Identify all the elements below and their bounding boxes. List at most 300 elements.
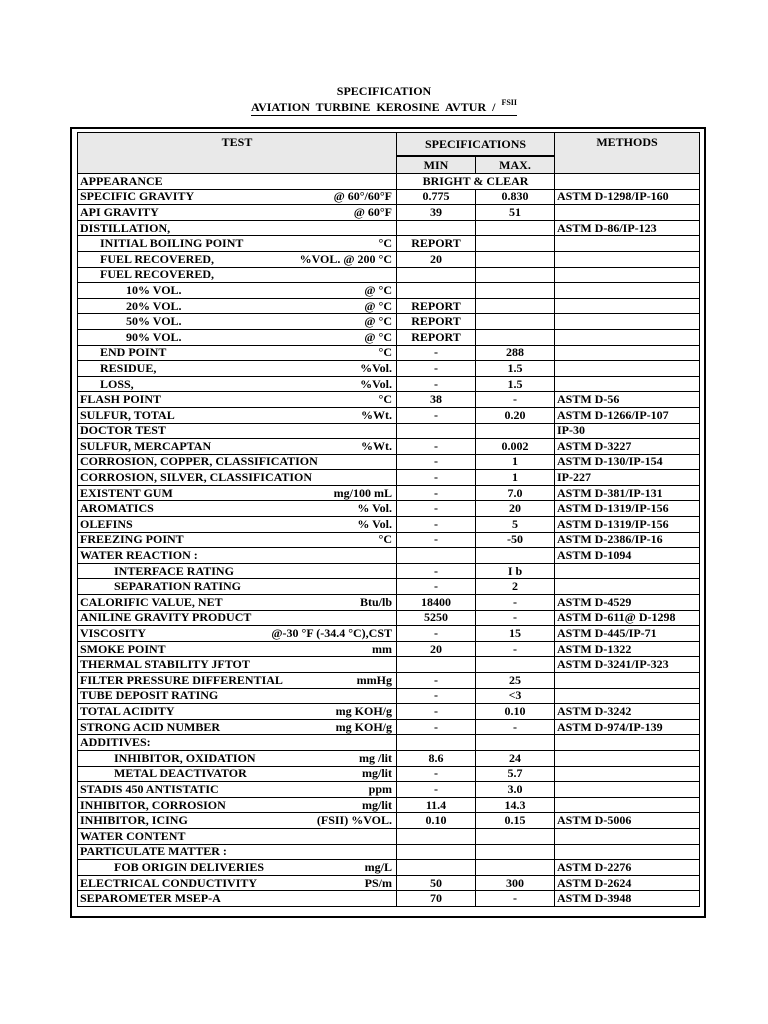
test-name: OLEFINS <box>80 516 133 531</box>
test-name: VISCOSITY <box>80 626 147 641</box>
table-row <box>78 439 700 455</box>
method-cell: ASTM D-5006 <box>555 813 700 829</box>
test-name: CALORIFIC VALUE, NET <box>80 594 223 609</box>
table-row <box>78 719 700 735</box>
table-row <box>78 688 700 704</box>
test-unit: % Vol. <box>357 501 392 516</box>
test-cell <box>78 236 397 252</box>
method-cell <box>555 174 700 190</box>
table-row <box>78 548 700 564</box>
test-name: SULFUR, MERCAPTAN <box>80 438 212 453</box>
test-name: SEPAROMETER MSEP-A <box>80 891 221 906</box>
test-unit <box>392 689 394 702</box>
test-name: WATER REACTION : <box>80 548 198 563</box>
max-cell: - <box>476 891 555 907</box>
table-row <box>78 641 700 657</box>
test-name: SULFUR, TOTAL <box>80 407 175 422</box>
table-row <box>78 875 700 891</box>
max-cell: - <box>476 610 555 626</box>
test-unit: mg KOH/g <box>335 719 392 734</box>
table-row <box>78 298 700 314</box>
test-name: FILTER PRESSURE DIFFERENTIAL <box>80 672 283 687</box>
test-unit: @ °C <box>364 329 392 344</box>
test-cell <box>78 750 397 766</box>
test-name: CORROSION, SILVER, CLASSIFICATION <box>80 470 313 485</box>
test-cell <box>78 891 397 907</box>
method-cell <box>555 844 700 860</box>
test-unit <box>392 658 394 671</box>
table-row <box>78 314 700 330</box>
table-row <box>78 220 700 236</box>
min-cell: - <box>397 673 476 689</box>
max-cell: 0.830 <box>476 189 555 205</box>
test-unit: % Vol. <box>357 516 392 531</box>
max-cell: 0.002 <box>476 439 555 455</box>
test-name: INTERFACE RATING <box>114 563 234 578</box>
test-name: 20% VOL. <box>126 298 182 313</box>
min-cell <box>397 844 476 860</box>
test-name: 10% VOL. <box>126 282 182 297</box>
table-row <box>78 361 700 377</box>
table-row <box>78 251 700 267</box>
min-cell: 18400 <box>397 595 476 611</box>
method-cell <box>555 766 700 782</box>
table-row <box>78 345 700 361</box>
test-name: INHIBITOR, OXIDATION <box>114 750 256 765</box>
table-row <box>78 750 700 766</box>
test-unit: @ 60°/60°F <box>333 189 392 204</box>
table-row <box>78 517 700 533</box>
table-row <box>78 236 700 252</box>
min-cell: - <box>397 532 476 548</box>
table-row <box>78 189 700 205</box>
min-cell <box>397 548 476 564</box>
max-cell: - <box>476 641 555 657</box>
test-unit <box>392 565 394 578</box>
test-unit <box>392 845 394 858</box>
test-unit: %Vol. <box>360 360 392 375</box>
document-subtitle: AVIATION TURBINE KEROSINE AVTUR / $^{FSII}$ <box>250 98 518 114</box>
test-cell <box>78 782 397 798</box>
table-row <box>78 595 700 611</box>
max-cell: - <box>476 719 555 735</box>
table-row <box>78 673 700 689</box>
test-cell <box>78 283 397 299</box>
test-unit: @ °C <box>364 282 392 297</box>
min-cell: - <box>397 782 476 798</box>
min-cell: 50 <box>397 875 476 891</box>
max-cell: -50 <box>476 532 555 548</box>
min-cell <box>397 267 476 283</box>
test-name: STADIS 450 ANTISTATIC <box>80 781 219 796</box>
min-cell <box>397 860 476 876</box>
test-name: AROMATICS <box>80 501 154 516</box>
test-cell <box>78 626 397 642</box>
min-cell <box>397 657 476 673</box>
test-name: RESIDUE, <box>100 360 157 375</box>
table-row <box>78 407 700 423</box>
test-unit: mmHg <box>356 672 392 687</box>
table-row <box>78 563 700 579</box>
max-cell: 20 <box>476 501 555 517</box>
table-body <box>78 174 700 907</box>
max-cell <box>476 236 555 252</box>
test-cell <box>78 875 397 891</box>
test-name: SEPARATION RATING <box>114 579 242 594</box>
max-cell <box>476 220 555 236</box>
test-cell <box>78 423 397 439</box>
min-cell: 0.775 <box>397 189 476 205</box>
test-name: 90% VOL. <box>126 329 182 344</box>
min-cell: - <box>397 766 476 782</box>
test-cell <box>78 704 397 720</box>
min-cell: - <box>397 719 476 735</box>
test-unit: mg/L <box>364 859 392 874</box>
max-cell: 5.7 <box>476 766 555 782</box>
max-cell: - <box>476 595 555 611</box>
test-unit: %Wt. <box>361 407 392 422</box>
test-cell <box>78 610 397 626</box>
max-cell: 24 <box>476 750 555 766</box>
test-cell <box>78 688 397 704</box>
min-cell: 20 <box>397 641 476 657</box>
max-cell: 0.15 <box>476 813 555 829</box>
method-cell: ASTM D-2276 <box>555 860 700 876</box>
fsii-superscript: FSII <box>501 98 518 107</box>
max-cell <box>476 844 555 860</box>
test-unit <box>392 830 394 843</box>
test-cell <box>78 454 397 470</box>
table-row <box>78 267 700 283</box>
method-cell: IP-227 <box>555 470 700 486</box>
max-cell <box>476 828 555 844</box>
method-cell <box>555 376 700 392</box>
table-row <box>78 283 700 299</box>
test-name: INITIAL BOILING POINT <box>100 236 244 251</box>
min-cell: 39 <box>397 205 476 221</box>
max-cell: - <box>476 392 555 408</box>
test-cell <box>78 407 397 423</box>
min-cell: 0.10 <box>397 813 476 829</box>
test-cell <box>78 797 397 813</box>
test-cell <box>78 205 397 221</box>
method-cell: ASTM D-974/IP-139 <box>555 719 700 735</box>
method-cell <box>555 688 700 704</box>
test-cell <box>78 673 397 689</box>
test-unit: °C <box>378 345 392 360</box>
method-cell <box>555 782 700 798</box>
method-cell: ASTM D-1094 <box>555 548 700 564</box>
header-max: MAX. <box>476 156 555 174</box>
min-cell: 70 <box>397 891 476 907</box>
specification-table <box>77 132 700 907</box>
test-cell <box>78 641 397 657</box>
test-unit <box>392 580 394 593</box>
header-methods: METHODS <box>555 133 700 174</box>
test-cell <box>78 548 397 564</box>
method-cell: ASTM D-3948 <box>555 891 700 907</box>
test-unit <box>392 222 394 235</box>
test-cell <box>78 345 397 361</box>
table-row <box>78 610 700 626</box>
test-unit <box>392 175 394 188</box>
test-name: FREEZING POINT <box>80 532 184 547</box>
method-cell: ASTM D-1319/IP-156 <box>555 501 700 517</box>
test-name: ANILINE GRAVITY PRODUCT <box>80 610 252 625</box>
table-row <box>78 329 700 345</box>
test-name: STRONG ACID NUMBER <box>80 719 221 734</box>
table-row <box>78 735 700 751</box>
method-cell <box>555 236 700 252</box>
test-cell <box>78 439 397 455</box>
min-cell <box>397 735 476 751</box>
max-cell <box>476 267 555 283</box>
max-cell: I b <box>476 563 555 579</box>
method-cell <box>555 205 700 221</box>
min-cell: - <box>397 579 476 595</box>
max-cell: 0.20 <box>476 407 555 423</box>
max-cell: 1.5 <box>476 376 555 392</box>
test-unit: PS/m <box>364 875 392 890</box>
test-unit: °C <box>378 392 392 407</box>
test-unit <box>392 549 394 562</box>
min-cell: REPORT <box>397 236 476 252</box>
table-row <box>78 860 700 876</box>
test-unit <box>392 471 394 484</box>
test-name: ADDITIVES: <box>80 735 151 750</box>
max-cell: 300 <box>476 875 555 891</box>
method-cell: ASTM D-381/IP-131 <box>555 485 700 501</box>
test-cell <box>78 267 397 283</box>
test-unit: @ 60°F <box>353 204 392 219</box>
min-cell: - <box>397 470 476 486</box>
test-unit: @ °C <box>364 298 392 313</box>
max-cell: 1.5 <box>476 361 555 377</box>
header-min: MIN <box>397 156 476 174</box>
min-cell: - <box>397 626 476 642</box>
method-cell: ASTM D-1266/IP-107 <box>555 407 700 423</box>
test-unit: mg/lit <box>362 797 392 812</box>
max-cell <box>476 860 555 876</box>
test-name: THERMAL STABILITY JFTOT <box>80 657 250 672</box>
test-cell <box>78 314 397 330</box>
test-name: EXISTENT GUM <box>80 485 173 500</box>
test-unit: ppm <box>368 781 392 796</box>
max-cell <box>476 314 555 330</box>
test-name: WATER CONTENT <box>80 828 186 843</box>
max-cell <box>476 548 555 564</box>
method-cell <box>555 563 700 579</box>
method-cell: IP-30 <box>555 423 700 439</box>
table-row <box>78 376 700 392</box>
min-cell: - <box>397 704 476 720</box>
test-cell <box>78 298 397 314</box>
test-name: TOTAL ACIDITY <box>80 703 175 718</box>
min-cell: - <box>397 688 476 704</box>
test-name: LOSS, <box>100 376 134 391</box>
test-unit: mm <box>372 641 392 656</box>
method-cell <box>555 797 700 813</box>
table-row <box>78 657 700 673</box>
test-name: INHIBITOR, CORROSION <box>80 797 226 812</box>
min-cell: 5250 <box>397 610 476 626</box>
method-cell: ASTM D-611@ D-1298 <box>555 610 700 626</box>
test-unit: @ °C <box>364 314 392 329</box>
min-cell: REPORT <box>397 314 476 330</box>
method-cell <box>555 314 700 330</box>
test-unit: Btu/lb <box>359 594 392 609</box>
table-row <box>78 174 700 190</box>
test-unit <box>392 736 394 749</box>
test-name: METAL DEACTIVATOR <box>114 766 247 781</box>
table-row <box>78 205 700 221</box>
min-cell: - <box>397 517 476 533</box>
document-title: SPECIFICATION <box>336 84 432 98</box>
test-name: APPEARANCE <box>80 173 163 188</box>
test-cell <box>78 735 397 751</box>
table-row <box>78 626 700 642</box>
table-row <box>78 454 700 470</box>
test-name: FOB ORIGIN DELIVERIES <box>114 859 265 874</box>
table-row <box>78 423 700 439</box>
min-cell <box>397 283 476 299</box>
method-cell: ASTM D-4529 <box>555 595 700 611</box>
test-cell <box>78 813 397 829</box>
max-cell: 2 <box>476 579 555 595</box>
test-unit: °C <box>378 236 392 251</box>
table-row <box>78 579 700 595</box>
test-name: PARTICULATE MATTER : <box>80 844 227 859</box>
min-cell: - <box>397 407 476 423</box>
method-cell: ASTM D-130/IP-154 <box>555 454 700 470</box>
test-cell <box>78 595 397 611</box>
min-cell: - <box>397 376 476 392</box>
test-unit: %Wt. <box>361 438 392 453</box>
max-cell <box>476 251 555 267</box>
test-name: FUEL RECOVERED, <box>100 267 215 282</box>
min-cell: - <box>397 485 476 501</box>
test-name: INHIBITOR, ICING <box>80 813 188 828</box>
test-cell <box>78 828 397 844</box>
test-unit: (FSII) %VOL. <box>316 813 392 828</box>
max-cell: 3.0 <box>476 782 555 798</box>
test-cell <box>78 361 397 377</box>
min-cell: - <box>397 454 476 470</box>
method-cell: ASTM D-56 <box>555 392 700 408</box>
test-unit <box>392 424 394 437</box>
min-cell: - <box>397 345 476 361</box>
method-cell <box>555 750 700 766</box>
test-cell <box>78 532 397 548</box>
max-cell: 1 <box>476 454 555 470</box>
method-cell: ASTM D-1322 <box>555 641 700 657</box>
table-row <box>78 782 700 798</box>
test-name: FLASH POINT <box>80 392 162 407</box>
test-unit <box>392 611 394 624</box>
method-cell <box>555 267 700 283</box>
method-cell <box>555 329 700 345</box>
min-cell <box>397 220 476 236</box>
table-row <box>78 891 700 907</box>
test-name: API GRAVITY <box>80 204 159 219</box>
test-cell <box>78 392 397 408</box>
table-row <box>78 532 700 548</box>
max-cell: 288 <box>476 345 555 361</box>
table-row <box>78 766 700 782</box>
method-cell: ASTM D-1298/IP-160 <box>555 189 700 205</box>
test-cell <box>78 517 397 533</box>
table-row <box>78 485 700 501</box>
test-unit: °C <box>378 532 392 547</box>
method-cell <box>555 283 700 299</box>
table-row <box>78 392 700 408</box>
min-cell: REPORT <box>397 329 476 345</box>
table-row <box>78 704 700 720</box>
test-unit: mg/100 mL <box>333 485 392 500</box>
min-cell: 8.6 <box>397 750 476 766</box>
method-cell: ASTM D-3241/IP-323 <box>555 657 700 673</box>
method-cell: ASTM D-3242 <box>555 704 700 720</box>
table-row <box>78 797 700 813</box>
max-cell: 51 <box>476 205 555 221</box>
method-cell: ASTM D-3227 <box>555 439 700 455</box>
table-row <box>78 813 700 829</box>
test-cell <box>78 220 397 236</box>
min-cell: - <box>397 501 476 517</box>
test-cell <box>78 329 397 345</box>
test-cell <box>78 189 397 205</box>
min-cell: REPORT <box>397 298 476 314</box>
min-cell: - <box>397 439 476 455</box>
test-cell <box>78 579 397 595</box>
min-cell: 38 <box>397 392 476 408</box>
method-cell <box>555 361 700 377</box>
method-cell <box>555 298 700 314</box>
max-cell: 5 <box>476 517 555 533</box>
method-cell: ASTM D-2386/IP-16 <box>555 532 700 548</box>
test-unit: %VOL. @ 200 °C <box>299 251 392 266</box>
test-cell <box>78 251 397 267</box>
table-row <box>78 844 700 860</box>
method-cell: ASTM D-86/IP-123 <box>555 220 700 236</box>
method-cell <box>555 579 700 595</box>
max-cell: 1 <box>476 470 555 486</box>
test-name: SPECIFIC GRAVITY <box>80 189 195 204</box>
test-name: SMOKE POINT <box>80 641 166 656</box>
min-cell: - <box>397 563 476 579</box>
table-row <box>78 470 700 486</box>
test-cell <box>78 860 397 876</box>
test-cell <box>78 766 397 782</box>
test-unit: mg KOH/g <box>335 703 392 718</box>
min-cell: 11.4 <box>397 797 476 813</box>
max-cell <box>476 735 555 751</box>
test-name: DISTILLATION, <box>80 220 171 235</box>
min-cell: 20 <box>397 251 476 267</box>
max-cell <box>476 657 555 673</box>
method-cell <box>555 251 700 267</box>
test-cell <box>78 501 397 517</box>
header-specifications: SPECIFICATIONS <box>397 133 555 157</box>
test-unit: %Vol. <box>360 376 392 391</box>
test-name: TUBE DEPOSIT RATING <box>80 688 219 703</box>
test-cell <box>78 719 397 735</box>
table-row <box>78 501 700 517</box>
method-cell: ASTM D-2624 <box>555 875 700 891</box>
method-cell <box>555 735 700 751</box>
min-cell <box>397 828 476 844</box>
method-cell: ASTM D-1319/IP-156 <box>555 517 700 533</box>
